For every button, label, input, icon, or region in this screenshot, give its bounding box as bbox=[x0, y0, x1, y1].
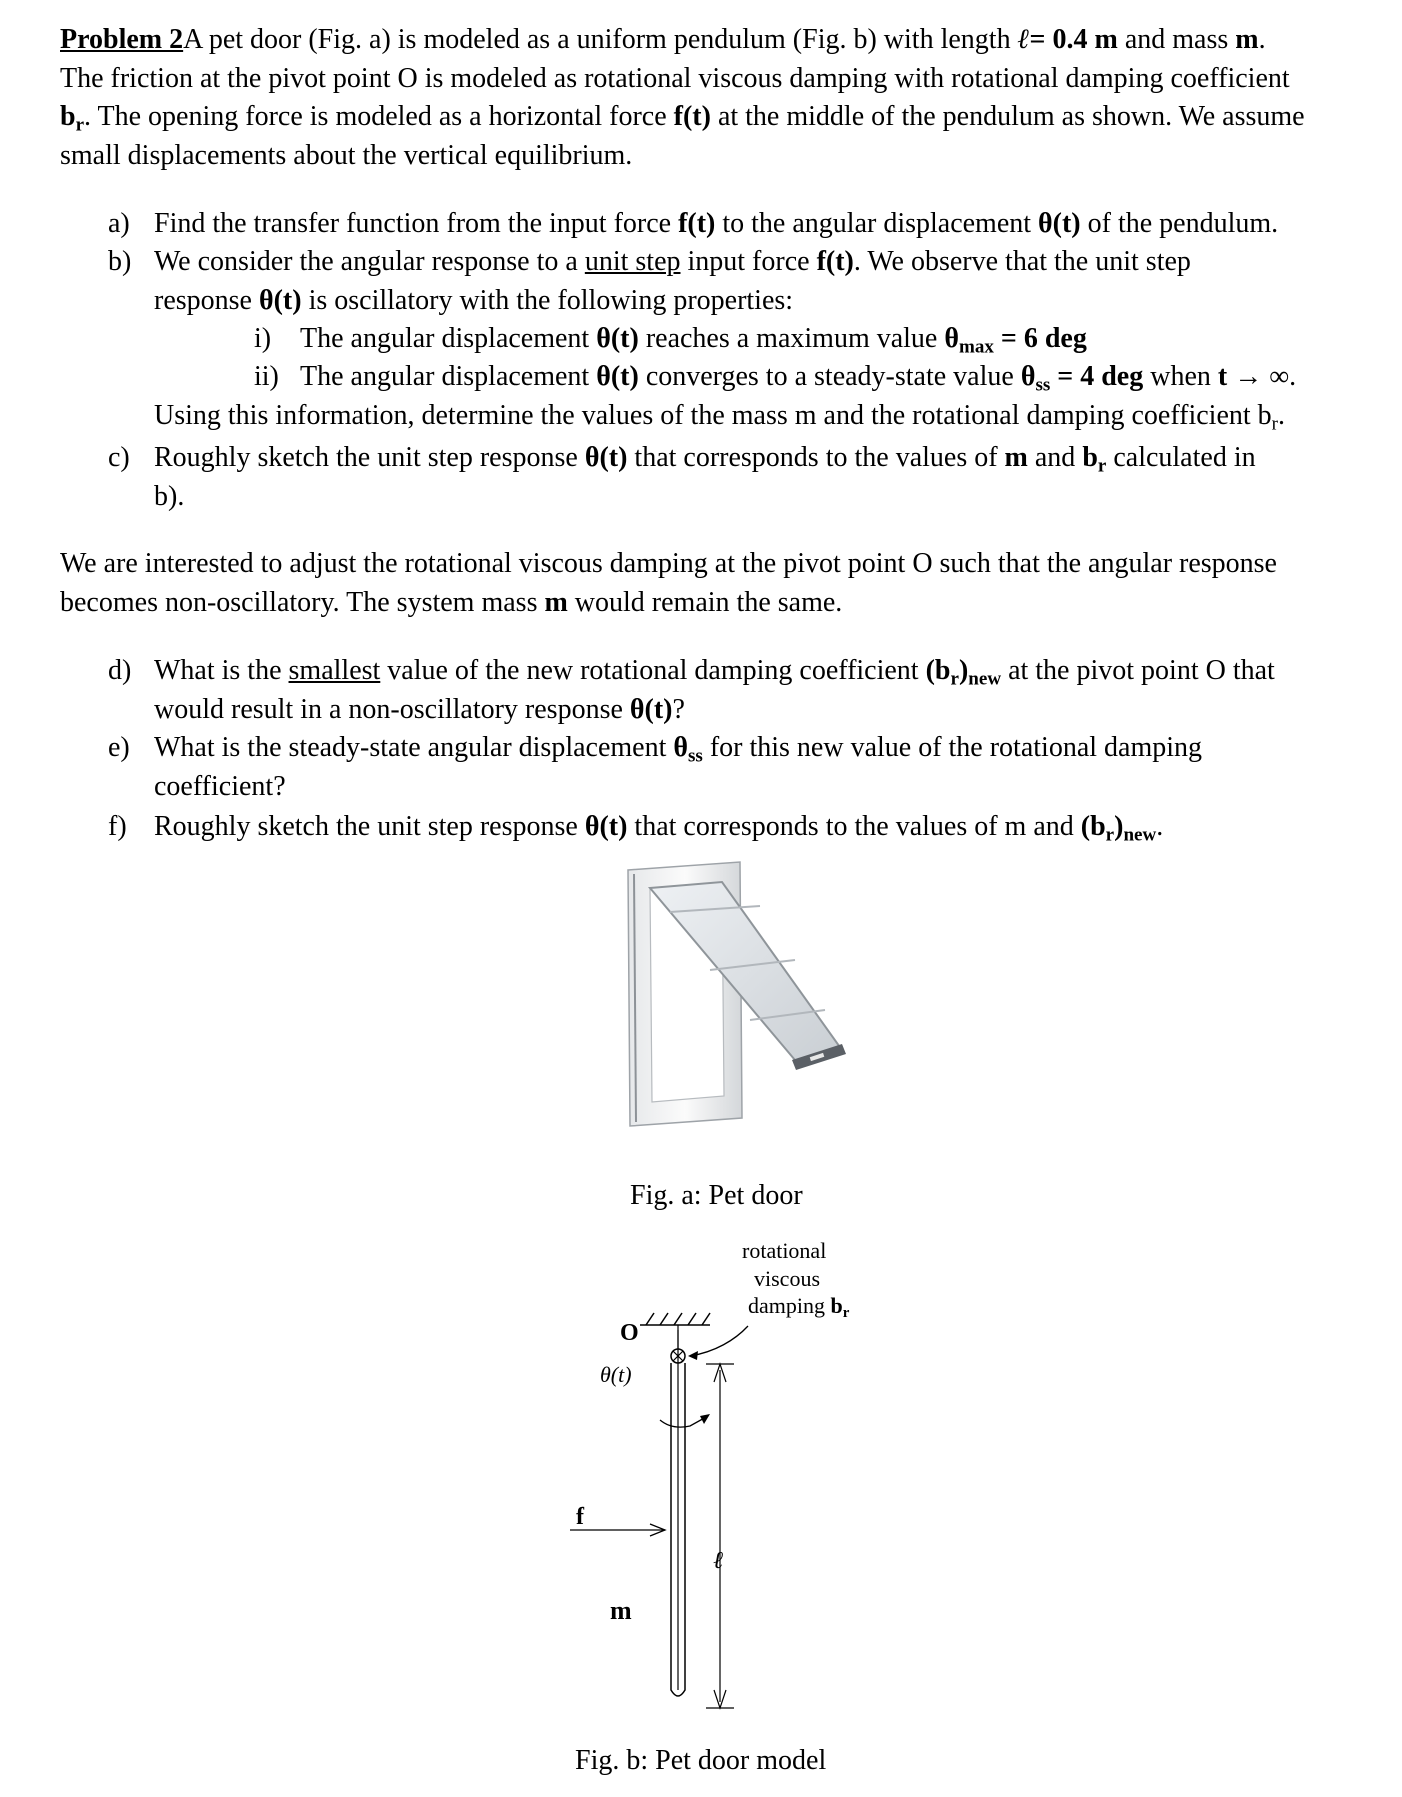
intro-line-1 bbox=[60, 26, 1266, 54]
question-c bbox=[108, 442, 1256, 477]
q-text: to the angular displacement bbox=[715, 208, 1039, 239]
mass-symbol: m bbox=[1004, 442, 1028, 473]
ell-symbol: ℓ bbox=[1017, 24, 1030, 55]
br-sub: r bbox=[950, 668, 959, 690]
t-symbol: t bbox=[1217, 361, 1228, 392]
br-sub: r bbox=[1105, 824, 1115, 846]
label-mass: m bbox=[610, 1596, 632, 1625]
problem-title: Problem 2 bbox=[60, 24, 184, 55]
theta-arrow bbox=[660, 1416, 708, 1427]
label-pivot-O: O bbox=[620, 1320, 639, 1346]
q-text: calculated in bbox=[1106, 442, 1256, 473]
q-text: Find the transfer function from the input force bbox=[154, 208, 679, 239]
br-symbol: ) bbox=[1114, 811, 1124, 842]
label-length: ℓ bbox=[713, 1548, 723, 1574]
mid-text: We are interested to adjust the rotational viscous damping at the pivot point O such that the angular response bbox=[60, 548, 1277, 579]
br-new-sub: new bbox=[968, 668, 1002, 690]
question-d bbox=[108, 655, 1275, 690]
q-text: when bbox=[1143, 361, 1218, 392]
question-d-line-2 bbox=[154, 696, 685, 724]
br-symbol: (b bbox=[925, 655, 951, 686]
q-text: What is the bbox=[154, 655, 289, 686]
ft-symbol: f(t) bbox=[816, 246, 854, 277]
theta-symbol: θ(t) bbox=[584, 442, 628, 473]
q-text: Roughly sketch the unit step response bbox=[154, 811, 585, 842]
smallest-text: smallest bbox=[288, 655, 381, 686]
intro-text: The friction at the pivot point O is modeled as rotational viscous damping with rotational damping coefficient bbox=[60, 63, 1290, 94]
ell-value: = 0.4 m bbox=[1029, 24, 1118, 55]
question-label: b) bbox=[108, 246, 132, 277]
question-label: f) bbox=[108, 811, 127, 842]
q-text: is oscillatory with the following properties: bbox=[301, 285, 794, 316]
q-text: ? bbox=[672, 694, 685, 725]
fig-a-caption: Fig. a: Pet door bbox=[630, 1180, 803, 1211]
q-text: and bbox=[1027, 442, 1083, 473]
sub-label: ii) bbox=[254, 361, 279, 392]
theta-symbol: θ(t) bbox=[584, 811, 628, 842]
theta-symbol: θ(t) bbox=[258, 285, 302, 316]
intro-text: . bbox=[1258, 24, 1266, 55]
q-text: that corresponds to the values of bbox=[627, 442, 1005, 473]
q-text: at the pivot point O that bbox=[1001, 655, 1275, 686]
theta-symbol: θ(t) bbox=[1038, 208, 1081, 239]
q-text: converges to a steady-state value bbox=[638, 361, 1021, 392]
q-text: response bbox=[154, 285, 259, 316]
ft-symbol: f(t) bbox=[673, 101, 711, 132]
theta-ss-value: = 4 deg bbox=[1050, 361, 1144, 392]
mass-symbol: m bbox=[544, 587, 568, 618]
br-sub: r bbox=[1271, 413, 1278, 435]
question-label: d) bbox=[108, 655, 132, 686]
q-text: The angular displacement bbox=[300, 361, 597, 392]
q-text: coefficient? bbox=[154, 771, 286, 802]
br-sub: r bbox=[1097, 455, 1107, 477]
theta-max-sub: max bbox=[958, 336, 994, 358]
question-c-line-2 bbox=[154, 483, 184, 511]
question-b-i bbox=[254, 323, 1087, 358]
intro-line-3 bbox=[60, 101, 1305, 136]
br-symbol: ) bbox=[958, 655, 969, 686]
q-text: b). bbox=[154, 481, 185, 512]
intro-text: and mass bbox=[1117, 24, 1236, 55]
label-damping bbox=[748, 1293, 850, 1322]
question-e bbox=[108, 732, 1203, 767]
question-b-ii bbox=[254, 361, 1297, 396]
theta-ss-symbol: θ bbox=[1020, 361, 1036, 392]
br-symbol: (b bbox=[1080, 811, 1106, 842]
label-theta: θ(t) bbox=[600, 1362, 632, 1387]
q-text: The angular displacement bbox=[300, 323, 597, 354]
label-force-f: f bbox=[576, 1504, 584, 1530]
theta-max-symbol: θ bbox=[944, 323, 959, 354]
mid-line-1 bbox=[60, 550, 1277, 578]
ft-symbol: f(t) bbox=[678, 208, 716, 239]
sub-label: i) bbox=[254, 323, 272, 354]
br-sub: r bbox=[842, 1305, 850, 1322]
question-label: c) bbox=[108, 442, 130, 473]
q-text: . We observe that the unit step bbox=[853, 246, 1191, 277]
br-symbol: b bbox=[1082, 442, 1098, 473]
pet-door-illustration bbox=[610, 860, 860, 1130]
theta-symbol: θ(t) bbox=[596, 361, 639, 392]
question-f bbox=[108, 811, 1164, 846]
intro-text: small displacements about the vertical equilibrium. bbox=[60, 140, 633, 171]
br-new-sub: new bbox=[1123, 824, 1157, 846]
mid-line-2 bbox=[60, 589, 842, 617]
unit-step-text: unit step bbox=[584, 246, 681, 277]
br-sub: r bbox=[75, 114, 85, 136]
question-label: a) bbox=[108, 208, 130, 239]
q-text: value of the new rotational damping coefficient bbox=[380, 655, 926, 686]
q-text: for this new value of the rotational damping bbox=[702, 732, 1203, 763]
q-text: that corresponds to the values of m and bbox=[627, 811, 1081, 842]
q-text: → ∞. bbox=[1227, 361, 1297, 392]
mass-symbol: m bbox=[1235, 24, 1259, 55]
intro-text: A pet door (Fig. a) is modeled as a uniform pendulum (Fig. b) with length bbox=[183, 24, 1018, 55]
q-text: Using this information, determine the values of the mass m and the rotational damping coefficient b bbox=[154, 400, 1272, 431]
theta-ss-sub: ss bbox=[1035, 374, 1051, 396]
theta-ss-symbol: θ bbox=[673, 732, 688, 763]
question-a bbox=[108, 210, 1278, 238]
damping-word: damping bbox=[748, 1293, 825, 1318]
q-text: reaches a maximum value bbox=[638, 323, 945, 354]
question-b-line-2 bbox=[154, 287, 793, 315]
damping-arrow bbox=[690, 1326, 748, 1356]
q-text: would result in a non-oscillatory response bbox=[154, 694, 630, 725]
q-text: Roughly sketch the unit step response bbox=[154, 442, 585, 473]
intro-line-2 bbox=[60, 65, 1290, 93]
question-b-line-last bbox=[154, 400, 1285, 435]
fig-b-caption: Fig. b: Pet door model bbox=[575, 1745, 827, 1776]
intro-text: at the middle of the pendulum as shown. We assume bbox=[710, 101, 1305, 132]
q-text: of the pendulum. bbox=[1080, 208, 1279, 239]
q-text: What is the steady-state angular displacement bbox=[154, 732, 674, 763]
br-symbol: b bbox=[830, 1293, 843, 1318]
question-e-line-2 bbox=[154, 773, 286, 801]
theta-symbol: θ(t) bbox=[596, 323, 639, 354]
label-rotational: rotational bbox=[742, 1238, 827, 1263]
intro-line-4 bbox=[60, 142, 632, 170]
theta-max-value: = 6 deg bbox=[993, 323, 1087, 354]
theta-ss-sub: ss bbox=[688, 745, 703, 767]
intro-text: . The opening force is modeled as a horizontal force bbox=[84, 101, 674, 132]
question-b bbox=[108, 248, 1191, 276]
question-label: e) bbox=[108, 732, 130, 763]
br-symbol: b bbox=[60, 101, 76, 132]
q-text: . bbox=[1278, 400, 1285, 431]
mid-text: becomes non-oscillatory. The system mass bbox=[60, 587, 545, 618]
q-text: . bbox=[1156, 811, 1164, 842]
label-viscous: viscous bbox=[754, 1266, 820, 1291]
ceiling-hatch bbox=[646, 1313, 710, 1325]
q-text: input force bbox=[680, 246, 817, 277]
q-text: We consider the angular response to a bbox=[154, 246, 585, 277]
theta-symbol: θ(t) bbox=[629, 694, 673, 725]
mid-text: would remain the same. bbox=[567, 587, 843, 618]
